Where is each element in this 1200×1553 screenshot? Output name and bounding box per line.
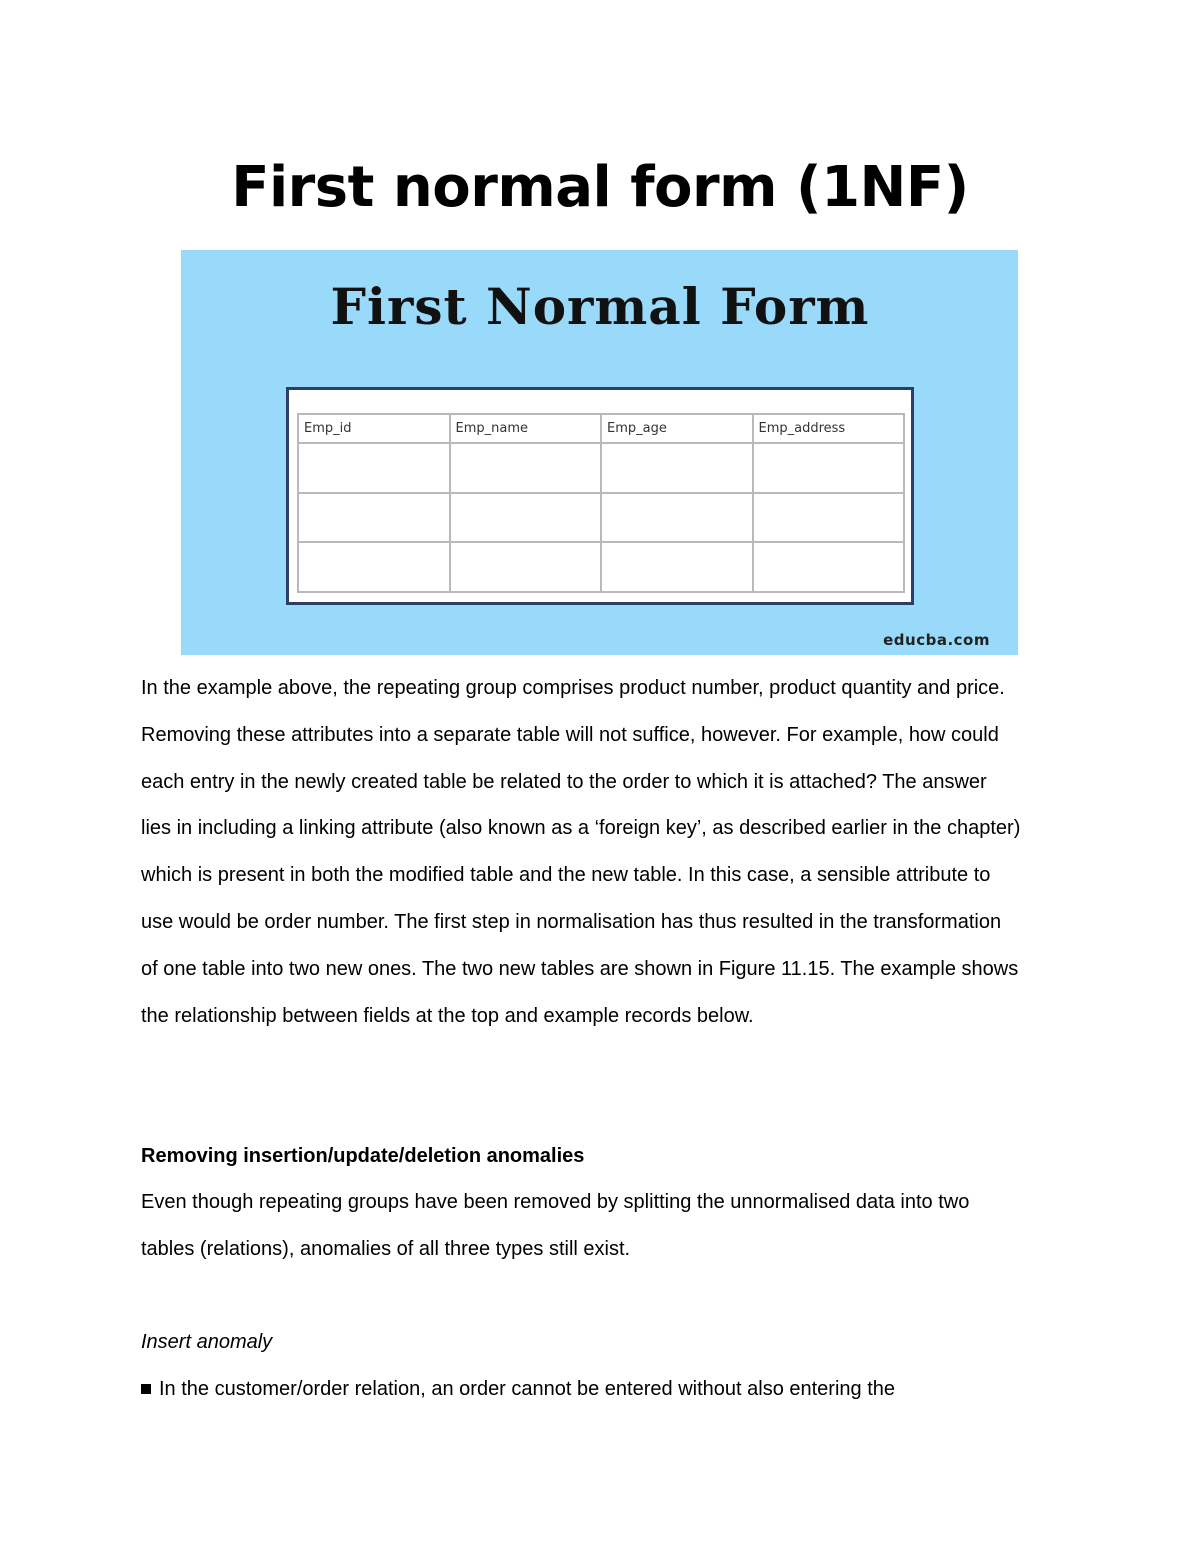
- table-cell: [450, 493, 602, 543]
- figure-table-frame: [286, 387, 914, 605]
- body-paragraph: Even though repeating groups have been removed by splitting the unnormalised data into two tables (relations), anomalies of all three types still exist.: [141, 1191, 970, 1260]
- bullet-item: [141, 1375, 895, 1403]
- table-cell: [601, 542, 753, 592]
- table-row: [298, 542, 904, 592]
- column-header: Emp_age: [601, 414, 753, 443]
- table-cell: [450, 443, 602, 493]
- table-cell: [450, 542, 602, 592]
- body-paragraph: In the example above, the repeating group comprises product number, product quantity and price. Removing these attributes into a separate table will not suffice, however. For example, how could each entry in the newly created table be related to the order to which it is attached? The answer lies in including a linking attribute (also known as a ‘foreign key’, as described earlier in the chapter) which is present in both the modified table and the new table. In this case, a sensible attribute to use would be order number. The first step in normalisation has thus resulted in the transformation of one table into two new ones. The two new tables are shown in Figure 11.15. The example shows the relationship between fields at the top and example records below.: [141, 677, 1021, 1027]
- table-cell: [298, 542, 450, 592]
- bullet-text: In the customer/order relation, an order cannot be entered without also entering the: [159, 1378, 896, 1400]
- page-title: First normal form (1NF): [231, 155, 969, 220]
- figure-title: First Normal Form: [330, 277, 870, 336]
- column-header: Emp_name: [450, 414, 602, 443]
- table-cell: [298, 493, 450, 543]
- table-cell: [601, 493, 753, 543]
- table-header-row: [298, 414, 904, 443]
- table-cell: [753, 493, 905, 543]
- table-row: [298, 443, 904, 493]
- column-header: Emp_address: [753, 414, 905, 443]
- table-cell: [753, 542, 905, 592]
- column-header: Emp_id: [298, 414, 450, 443]
- bullet-square-icon: [141, 1384, 151, 1394]
- section-heading: Removing insertion/update/deletion anomalies: [141, 1145, 585, 1167]
- figure-table: [297, 413, 905, 593]
- table-row: [298, 493, 904, 543]
- table-cell: [601, 443, 753, 493]
- subsection-heading: Insert anomaly: [141, 1331, 273, 1353]
- figure-watermark: educba.com: [883, 631, 990, 649]
- table-cell: [753, 443, 905, 493]
- table-cell: [298, 443, 450, 493]
